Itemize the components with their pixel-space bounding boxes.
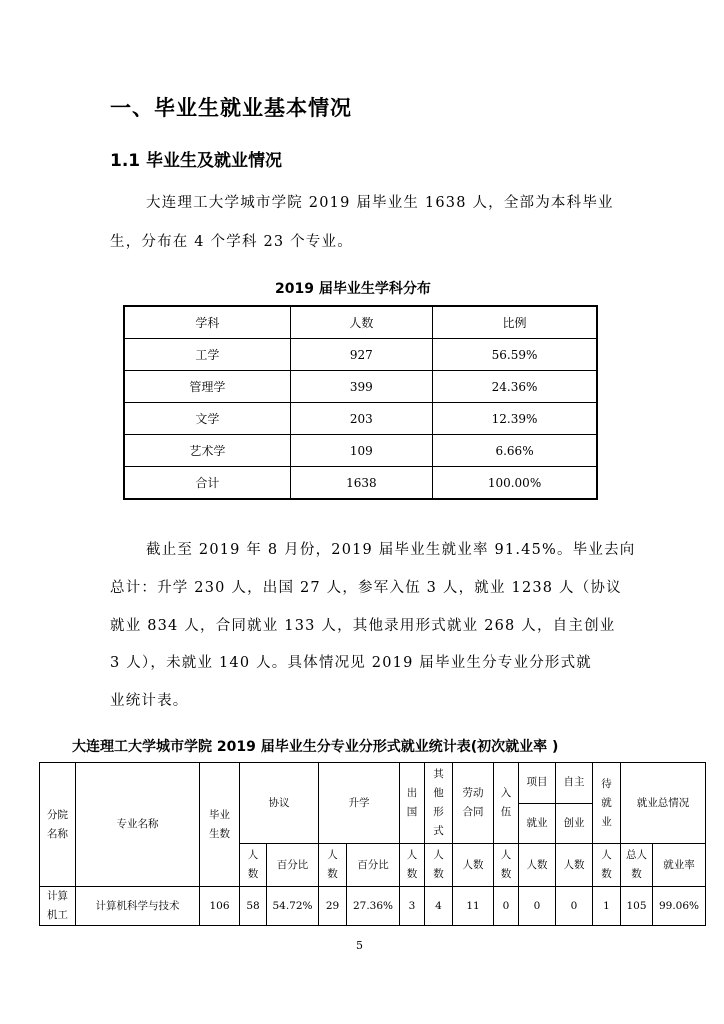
header-overall: 就业总情况 [621, 763, 706, 844]
header-project: 项目 [519, 763, 556, 804]
table-row [124, 435, 597, 467]
header-self-startup: 创业 [556, 803, 593, 844]
header-major: 专业名称 [76, 763, 200, 887]
further-percent-cell: 27.36% [347, 887, 400, 926]
labor-cell: 11 [453, 887, 494, 926]
header-other-forms: 其他形式 [425, 763, 453, 844]
para2-line-3: 就业 834 人，合同就业 133 人，其他录用形式就业 268 人，自主创业 [110, 618, 616, 634]
header-persons: 人数 [240, 844, 267, 887]
college-cell: 计算机工 [40, 887, 76, 926]
enlist-cell: 0 [494, 887, 519, 926]
header-project-employment: 就业 [519, 803, 556, 844]
ratio-cell: 56.59% [433, 339, 597, 371]
header-further-study: 升学 [319, 763, 400, 844]
header-persons: 人数 [425, 844, 453, 887]
header-persons: 人数 [519, 844, 556, 887]
table2-caption: 大连理工大学城市学院 2019 届毕业生分专业分形式就业统计表(初次就业率 ) [72, 739, 559, 755]
table-row [124, 339, 597, 371]
header-persons: 人数 [453, 844, 494, 887]
count-cell: 1638 [290, 467, 432, 500]
further-count-cell: 29 [319, 887, 347, 926]
discipline-cell: 管理学 [124, 371, 290, 403]
header-self: 自主 [556, 763, 593, 804]
header-cell: 比例 [433, 306, 597, 339]
count-cell: 927 [290, 339, 432, 371]
header-abroad: 出国 [400, 763, 425, 844]
total-cell: 105 [621, 887, 653, 926]
graduates-cell: 106 [200, 887, 240, 926]
header-college: 分院名称 [40, 763, 76, 887]
header-persons: 人数 [400, 844, 425, 887]
table-row [124, 403, 597, 435]
para2-line-2: 总计：升学 230 人，出国 27 人，参军入伍 3 人，就业 1238 人（协议 [110, 580, 622, 596]
header-enlist: 入伍 [494, 763, 519, 844]
ratio-cell: 12.39% [433, 403, 597, 435]
header-percent: 百分比 [267, 844, 319, 887]
header-total-persons: 总人数 [621, 844, 653, 887]
table-total-row [124, 467, 597, 500]
header-pending: 待就业 [593, 763, 621, 844]
discipline-cell: 工学 [124, 339, 290, 371]
agreement-percent-cell: 54.72% [267, 887, 319, 926]
other-cell: 4 [425, 887, 453, 926]
ratio-cell: 100.00% [433, 467, 597, 500]
header-persons: 人数 [319, 844, 347, 887]
major-cell: 计算机科学与技术 [76, 887, 200, 926]
para2-line-4: 3 人），未就业 140 人。具体情况见 2019 届毕业生分专业分形式就 [110, 655, 592, 671]
table-header-row [124, 306, 597, 339]
header-persons: 人数 [593, 844, 621, 887]
header-graduates: 毕业生数 [200, 763, 240, 887]
section-heading: 一、毕业生就业基本情况 [110, 96, 352, 120]
count-cell: 203 [290, 403, 432, 435]
table-row [40, 887, 706, 926]
ratio-cell: 6.66% [433, 435, 597, 467]
rate-cell: 99.06% [653, 887, 706, 926]
count-cell: 109 [290, 435, 432, 467]
employment-statistics-table [39, 762, 706, 926]
header-labor-contract: 劳动合同 [453, 763, 494, 844]
project-cell: 0 [519, 887, 556, 926]
header-cell: 人数 [290, 306, 432, 339]
para2-line-1: 截止至 2019 年 8 月份，2019 届毕业生就业率 91.45%。毕业去向 [146, 542, 636, 558]
discipline-cell: 文学 [124, 403, 290, 435]
table-row [124, 371, 597, 403]
subsection-heading: 1.1 毕业生及就业情况 [110, 151, 283, 171]
discipline-cell: 艺术学 [124, 435, 290, 467]
table1-caption: 2019 届毕业生学科分布 [275, 281, 431, 297]
header-agreement: 协议 [240, 763, 319, 844]
count-cell: 399 [290, 371, 432, 403]
discipline-cell: 合计 [124, 467, 290, 500]
self-startup-cell: 0 [556, 887, 593, 926]
header-cell: 学科 [124, 306, 290, 339]
agreement-count-cell: 58 [240, 887, 267, 926]
abroad-cell: 3 [400, 887, 425, 926]
header-persons: 人数 [556, 844, 593, 887]
header-persons: 人数 [494, 844, 519, 887]
table-header-row [40, 763, 706, 804]
header-percent: 百分比 [347, 844, 400, 887]
header-employment-rate: 就业率 [653, 844, 706, 887]
page-number: 5 [356, 939, 363, 952]
pending-cell: 1 [593, 887, 621, 926]
intro-line-2: 生，分布在 4 个学科 23 个专业。 [110, 234, 353, 250]
discipline-distribution-table [123, 305, 598, 500]
para2-line-5: 业统计表。 [110, 693, 189, 709]
intro-line-1: 大连理工大学城市学院 2019 届毕业生 1638 人，全部为本科毕业 [146, 195, 614, 211]
ratio-cell: 24.36% [433, 371, 597, 403]
